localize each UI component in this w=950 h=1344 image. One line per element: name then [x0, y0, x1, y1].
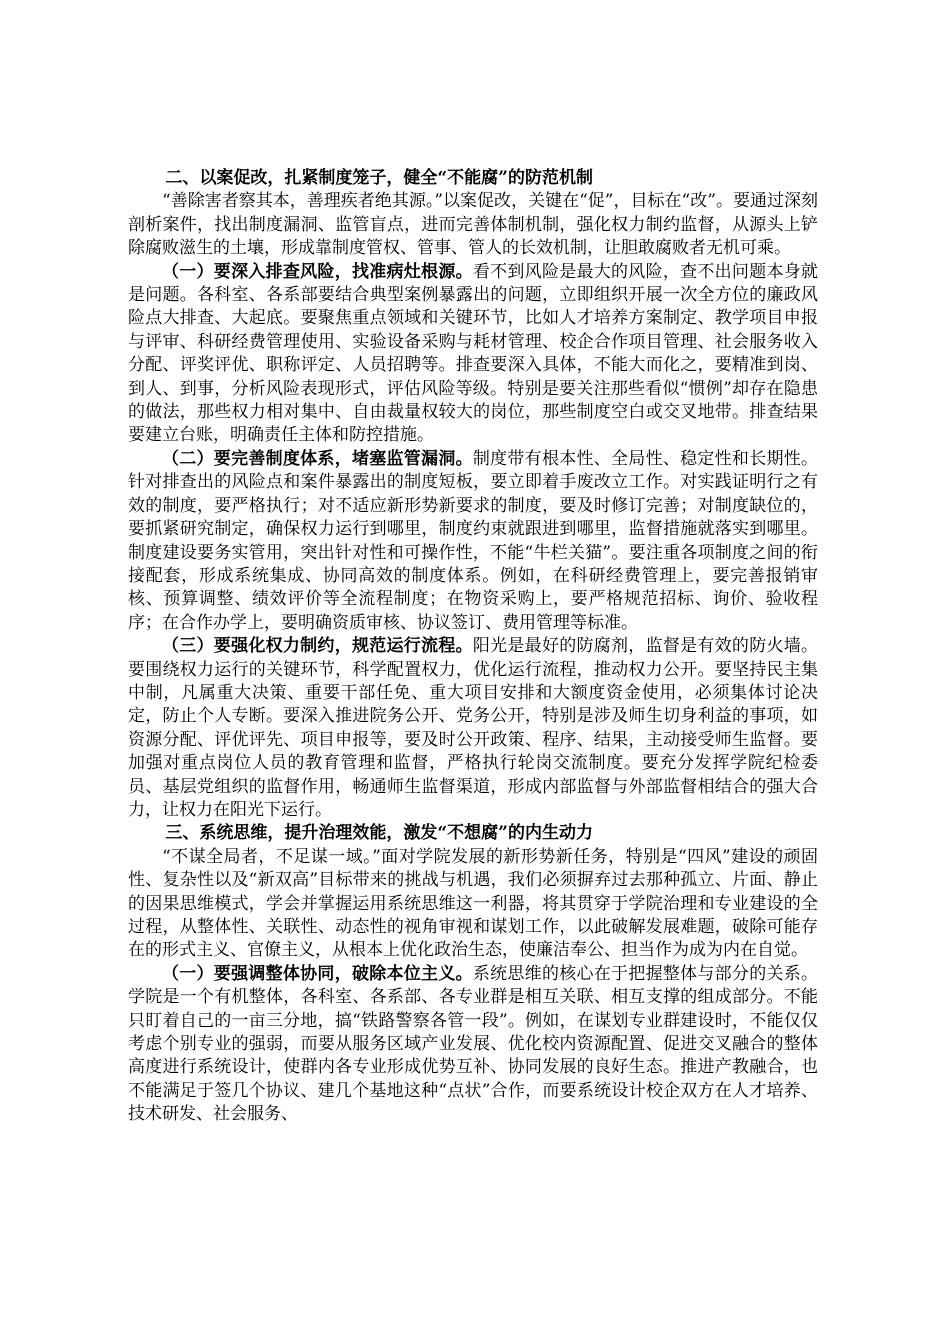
- section-3-intro: “不谋全局者，不足谋一域。”面对学院发展的新形势新任务，特别是“四风”建设的顽固性、复杂性以及“新双高”目标带来的挑战与机遇，我们必须摒弃过去那种孤立、片面、静止的因果思维模式，学会并掌握运用系统思维这一利器，将其贯穿于学院治理和专业建设的全过程，从整体性、关联性、动态性的视角审视和谋划工作，以此破解发展难题，破除可能存在的形式主义、官僚主义，从根本上优化政治生态，使廉洁奉公、担当作为成为内在自觉。: [128, 846, 818, 961]
- section-2-item-3: [128, 635, 818, 822]
- section-2-item-2-body: 制度带有根本性、全局性、稳定性和长期性。针对排查出的风险点和案件暴露出的制度短板，要立即着手废改立工作。对实践证明行之有效的制度，要严格执行；对不适应新形势新要求的制度，要及时修订完善；对制度缺位的，要抓紧研究制定，确保权力运行到哪里，制度约束就跟进到哪里，监督措施就落实到哪里。制度建设要务实管用，突出针对性和可操作性，不能“牛栏关猫”。要注重各项制度之间的衔接配套，形成系统集成、协同高效的制度体系。例如，在科研经费管理上，要完善报销审核、预算调整、绩效评价等全流程制度；在物资采购上，要严格规范招标、询价、验收程序；在合作办学上，要明确资质审核、协议签订、费用管理等标准。: [128, 448, 819, 633]
- section-3-item-1: [128, 963, 818, 1127]
- section-2-item-1: [128, 261, 818, 448]
- section-2-item-3-lead: （三）要强化权力制约，规范运行流程。: [162, 636, 473, 657]
- section-3-item-1-lead: （一）要强调整体协同，破除本位主义。: [162, 963, 473, 984]
- section-2-item-1-lead: （一）要深入排查风险，找准病灶根源。: [162, 261, 473, 282]
- section-2-heading: 二、以案促改，扎紧制度笼子，健全“不能腐”的防范机制: [165, 168, 593, 188]
- section-2-item-2-lead: （二）要完善制度体系，堵塞监管漏洞。: [162, 448, 473, 469]
- section-2-item-2: [128, 448, 818, 635]
- section-2-intro: “善除害者察其本，善理疾者绝其源。”以案促改，关键在“促”，目标在“改”。要通过深刻剖析案件，找出制度漏洞、监管盲点，进而完善体制机制，强化权力制约监督，从源头上铲除腐败滋生的土壤，形成靠制度管权、管事、管人的长效机制，让胆敢腐败者无机可乘。: [128, 191, 818, 259]
- section-3-item-1-body: 系统思维的核心在于把握整体与部分的关系。学院是一个有机整体，各科室、各系部、各专业群是相互关联、相互支撑的组成部分。不能只盯着自己的一亩三分地，搞“铁路警察各管一段”。例如，在谋划专业群建设时，不能仅仅考虑个别专业的强弱，而要从服务区域产业发展、优化校内资源配置、促进交叉融合的整体高度进行系统设计，使群内各专业形成优势互补、协同发展的良好生态。推进产教融合，也不能满足于签几个协议、建几个基地这种“点状”合作，而要系统设计校企双方在人才培养、技术研发、社会服务、: [128, 963, 819, 1125]
- section-3-heading: 三、系统思维，提升治理效能，激发“不想腐”的内生动力: [165, 823, 593, 844]
- section-2-item-1-body: 看不到风险是最大的风险，查不出问题本身就是问题。各科室、各系部要结合典型案例暴露出的问题，立即组织开展一次全方位的廉政风险点大排查、大起底。要聚焦重点领域和关键环节，比如人才培养方案制定、教学项目申报与评审、科研经费管理使用、实验设备采购与耗材管理、校企合作项目管理、社会服务收入分配、评奖评优、职称评定、人员招聘等。排查要深入具体，不能大而化之，要精准到岗、到人、到事，分析风险表现形式，评估风险等级。特别是要关注那些看似“惯例”却存在隐患的做法，那些权力相对集中、自由裁量权较大的岗位，那些制度空白或交叉地带。排查结果要建立台账，明确责任主体和防控措施。: [128, 261, 819, 446]
- section-2-item-3-body: 阳光是最好的防腐剂，监督是有效的防火墙。要围绕权力运行的关键环节，科学配置权力，优化运行流程，推动权力公开。要坚持民主集中制，凡属重大决策、重要干部任免、重大项目安排和大额度资金使用，必须集体讨论决定，防止个人专断。要深入推进院务公开、党务公开，特别是涉及师生切身利益的事项，如资源分配、评优评先、项目申报等，要及时公开政策、程序、结果，主动接受师生监督。要加强对重点岗位人员的教育管理和监督，严格执行轮岗交流制度。要充分发挥学院纪检委员、基层党组织的监督作用，畅通师生监督渠道，形成内部监督与外部监督相结合的强大合力，让权力在阳光下运行。: [128, 636, 819, 820]
- document-page: [128, 167, 818, 1127]
